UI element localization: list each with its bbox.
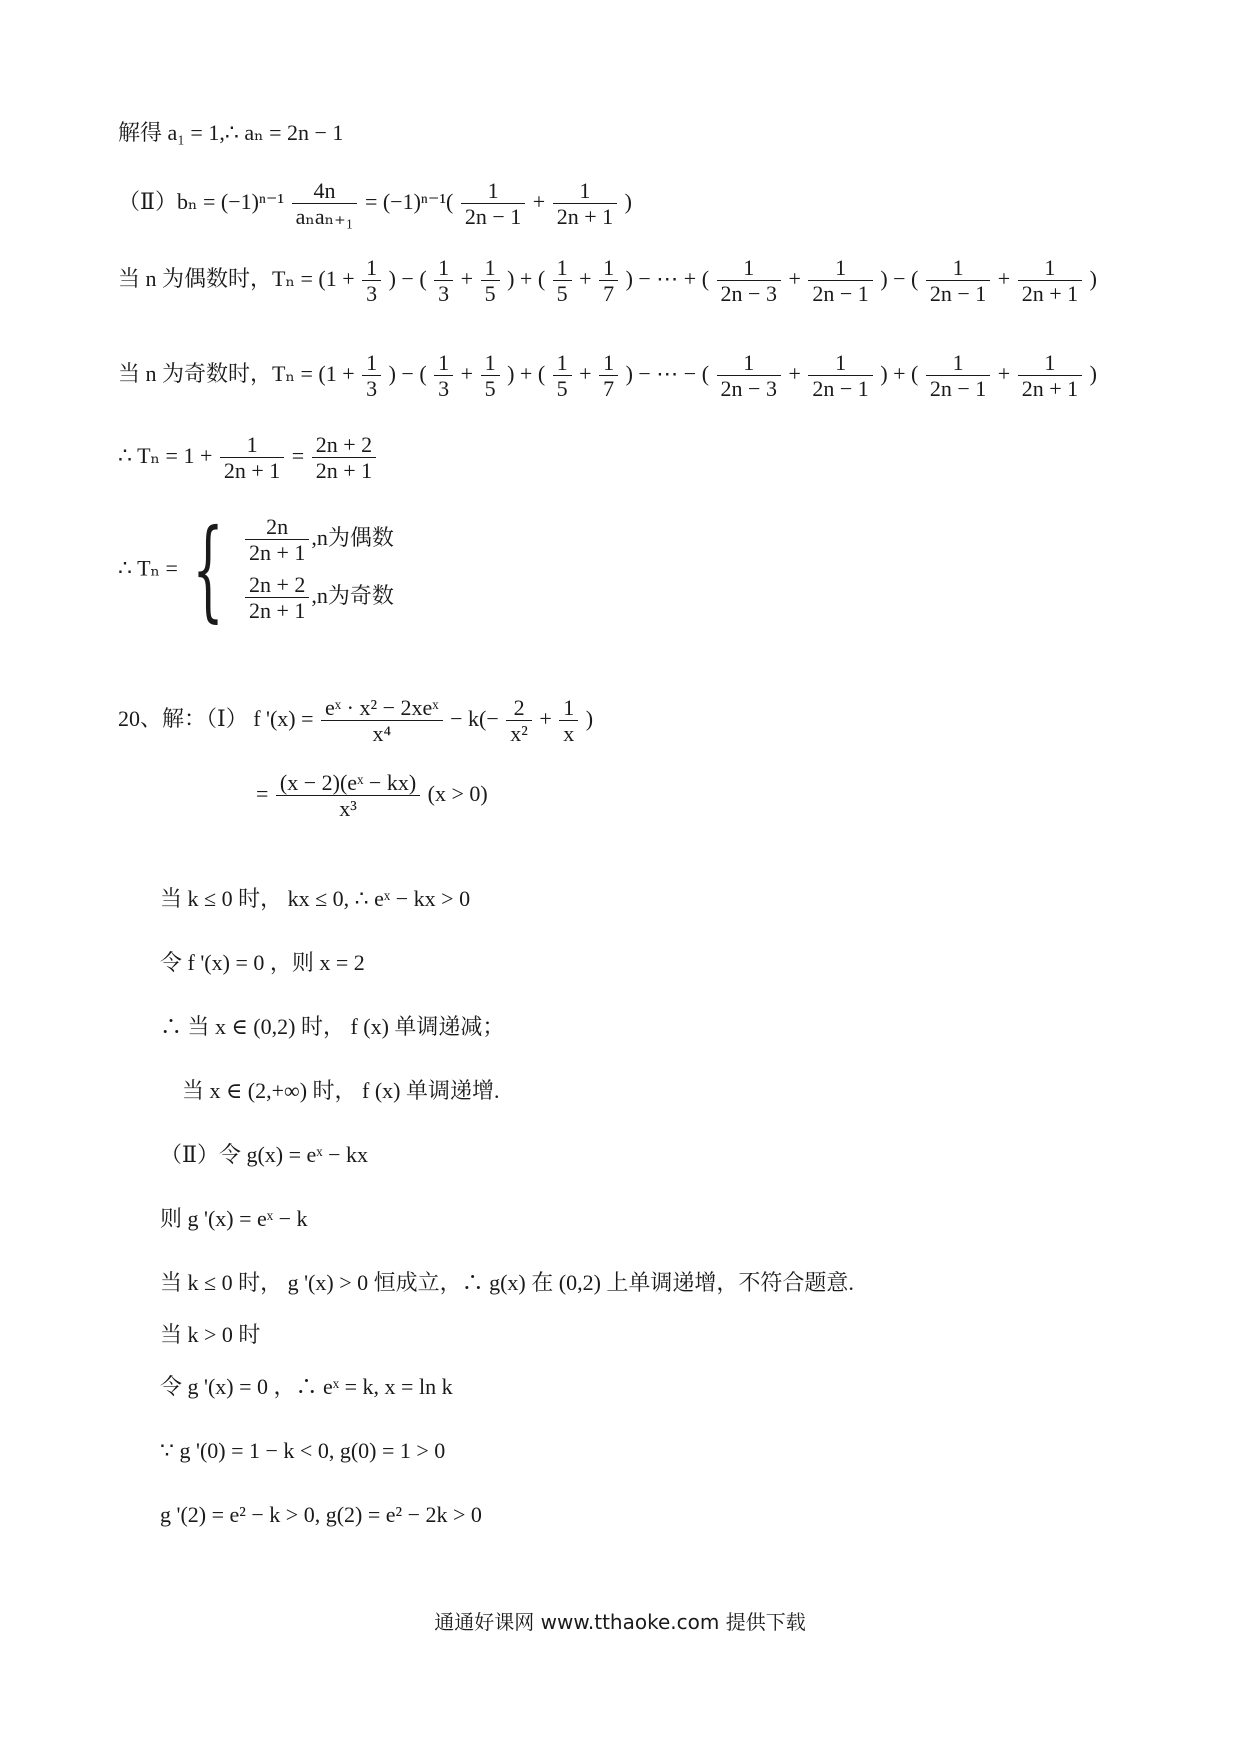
line-derivative-factored: = $\frac{\text{(x − 2)(eˣ − kx)}}{\text{x³}}$ (x > 0) <box>256 770 488 822</box>
line-k-nonpositive: 当 k ≤ 0 时， kx ≤ 0, ∴ eˣ − kx > 0 <box>160 886 471 911</box>
line-bn-definition: （Ⅱ）bₙ = (−1)ⁿ⁻¹ $\frac{4n}{\text{aₙaₙ₊₁}}$ = (−1)ⁿ⁻¹( $\frac{1}{2n - 1}$ + $\frac{1}{2n + 1}$ ) <box>118 178 632 230</box>
line-g-at-zero: ∵ g '(0) = 1 − k < 0, g(0) = 1 > 0 <box>160 1438 446 1463</box>
left-brace: { <box>192 504 225 633</box>
line-tn-even: 当 n 为偶数时，Tₙ = (1 + $\frac{1}{3}$ ) − ( $\frac{1}{3}$ + $\frac{1}{5}$ ) + ( $\frac{1}{5}$ + $\frac{1}{7}$ ) − ⋯ + ( $\frac{1}{2n - 3}$ + $\frac{1}{2n - 1}$ ) − ( $\frac{1}{2n - 1}$ + $\frac{1}{2n + 1}$ ) <box>118 255 1097 307</box>
line-g-critical-point: 令 g '(x) = 0 ，∴ eˣ = k, x = ln k <box>160 1374 453 1399</box>
line-g-derivative: 则 g '(x) = eˣ − k <box>160 1206 308 1231</box>
line-tn-odd-result: ∴ Tₙ = 1 + $\frac{1}{2n + 1}$ = $\frac{2n + 2}{2n + 1}$ <box>118 432 378 484</box>
fraction: $\frac{1}{2n - 1}$ <box>461 178 525 230</box>
line-set-derivative-zero: 令 f '(x) = 0 ，则 x = 2 <box>160 950 365 975</box>
line-decreasing-interval: ∴ 当 x ∈ (0,2) 时， f (x) 单调递减； <box>160 1014 505 1039</box>
footer-source: 通通好课网 www.tthaoke.com 提供下载 <box>434 1610 806 1634</box>
line-tn-odd: 当 n 为奇数时，Tₙ = (1 + $\frac{1}{3}$ ) − ( $\frac{1}{3}$ + $\frac{1}{5}$ ) + ( $\frac{1}{5}$ + $\frac{1}{7}$ ) − ⋯ − ( $\frac{1}{2n - 3}$ + $\frac{1}{2n - 1}$ ) + ( $\frac{1}{2n - 1}$ + $\frac{1}{2n + 1}$ ) <box>118 350 1097 402</box>
bn-lead: （Ⅱ）bₙ = (−1)ⁿ⁻¹ <box>118 188 285 214</box>
case-odd: $\frac{2n + 2}{2n + 1}$ ,n为奇数 <box>243 572 394 624</box>
case-even: $\frac{2n}{2n + 1}$ ,n为偶数 <box>243 514 394 566</box>
cases <box>243 508 394 629</box>
line-tn-piecewise: ∴ Tₙ = { $\frac{2n}{2n + 1}$ ,n为偶数 $\frac{2n + 2}{2n + 1}$ ,n为奇数 <box>118 504 394 633</box>
line-k-positive: 当 k > 0 时 <box>160 1322 261 1347</box>
fraction: $\frac{1}{2n + 1}$ <box>553 178 617 230</box>
line-part-ii-define-g: （Ⅱ）令 g(x) = eˣ − kx <box>160 1142 369 1167</box>
line-solve-a1: 解得 a₁ = 1,∴ aₙ = 2n − 1 <box>118 120 344 145</box>
line-k-nonpositive-monotone: 当 k ≤ 0 时， g '(x) > 0 恒成立，∴ g(x) 在 (0,2) 上单调递增，不符合题意. <box>160 1270 854 1295</box>
line-g-at-two: g '(2) = e² − k > 0, g(2) = e² − 2k > 0 <box>160 1502 482 1527</box>
fraction-4n: $\frac{4n}{\text{aₙaₙ₊₁}}$ <box>292 178 358 230</box>
line-problem-20-derivative: 20、解：（Ⅰ） f '(x) = $\frac{\text{eˣ · x² − 2xeˣ}}{\text{x⁴}}$ − k(− $\frac{2}{\text{x²}}$ + $\frac{1}{x}$ ) <box>118 695 594 747</box>
line-increasing-interval: 当 x ∈ (2,+∞) 时， f (x) 单调递增. <box>182 1078 500 1103</box>
